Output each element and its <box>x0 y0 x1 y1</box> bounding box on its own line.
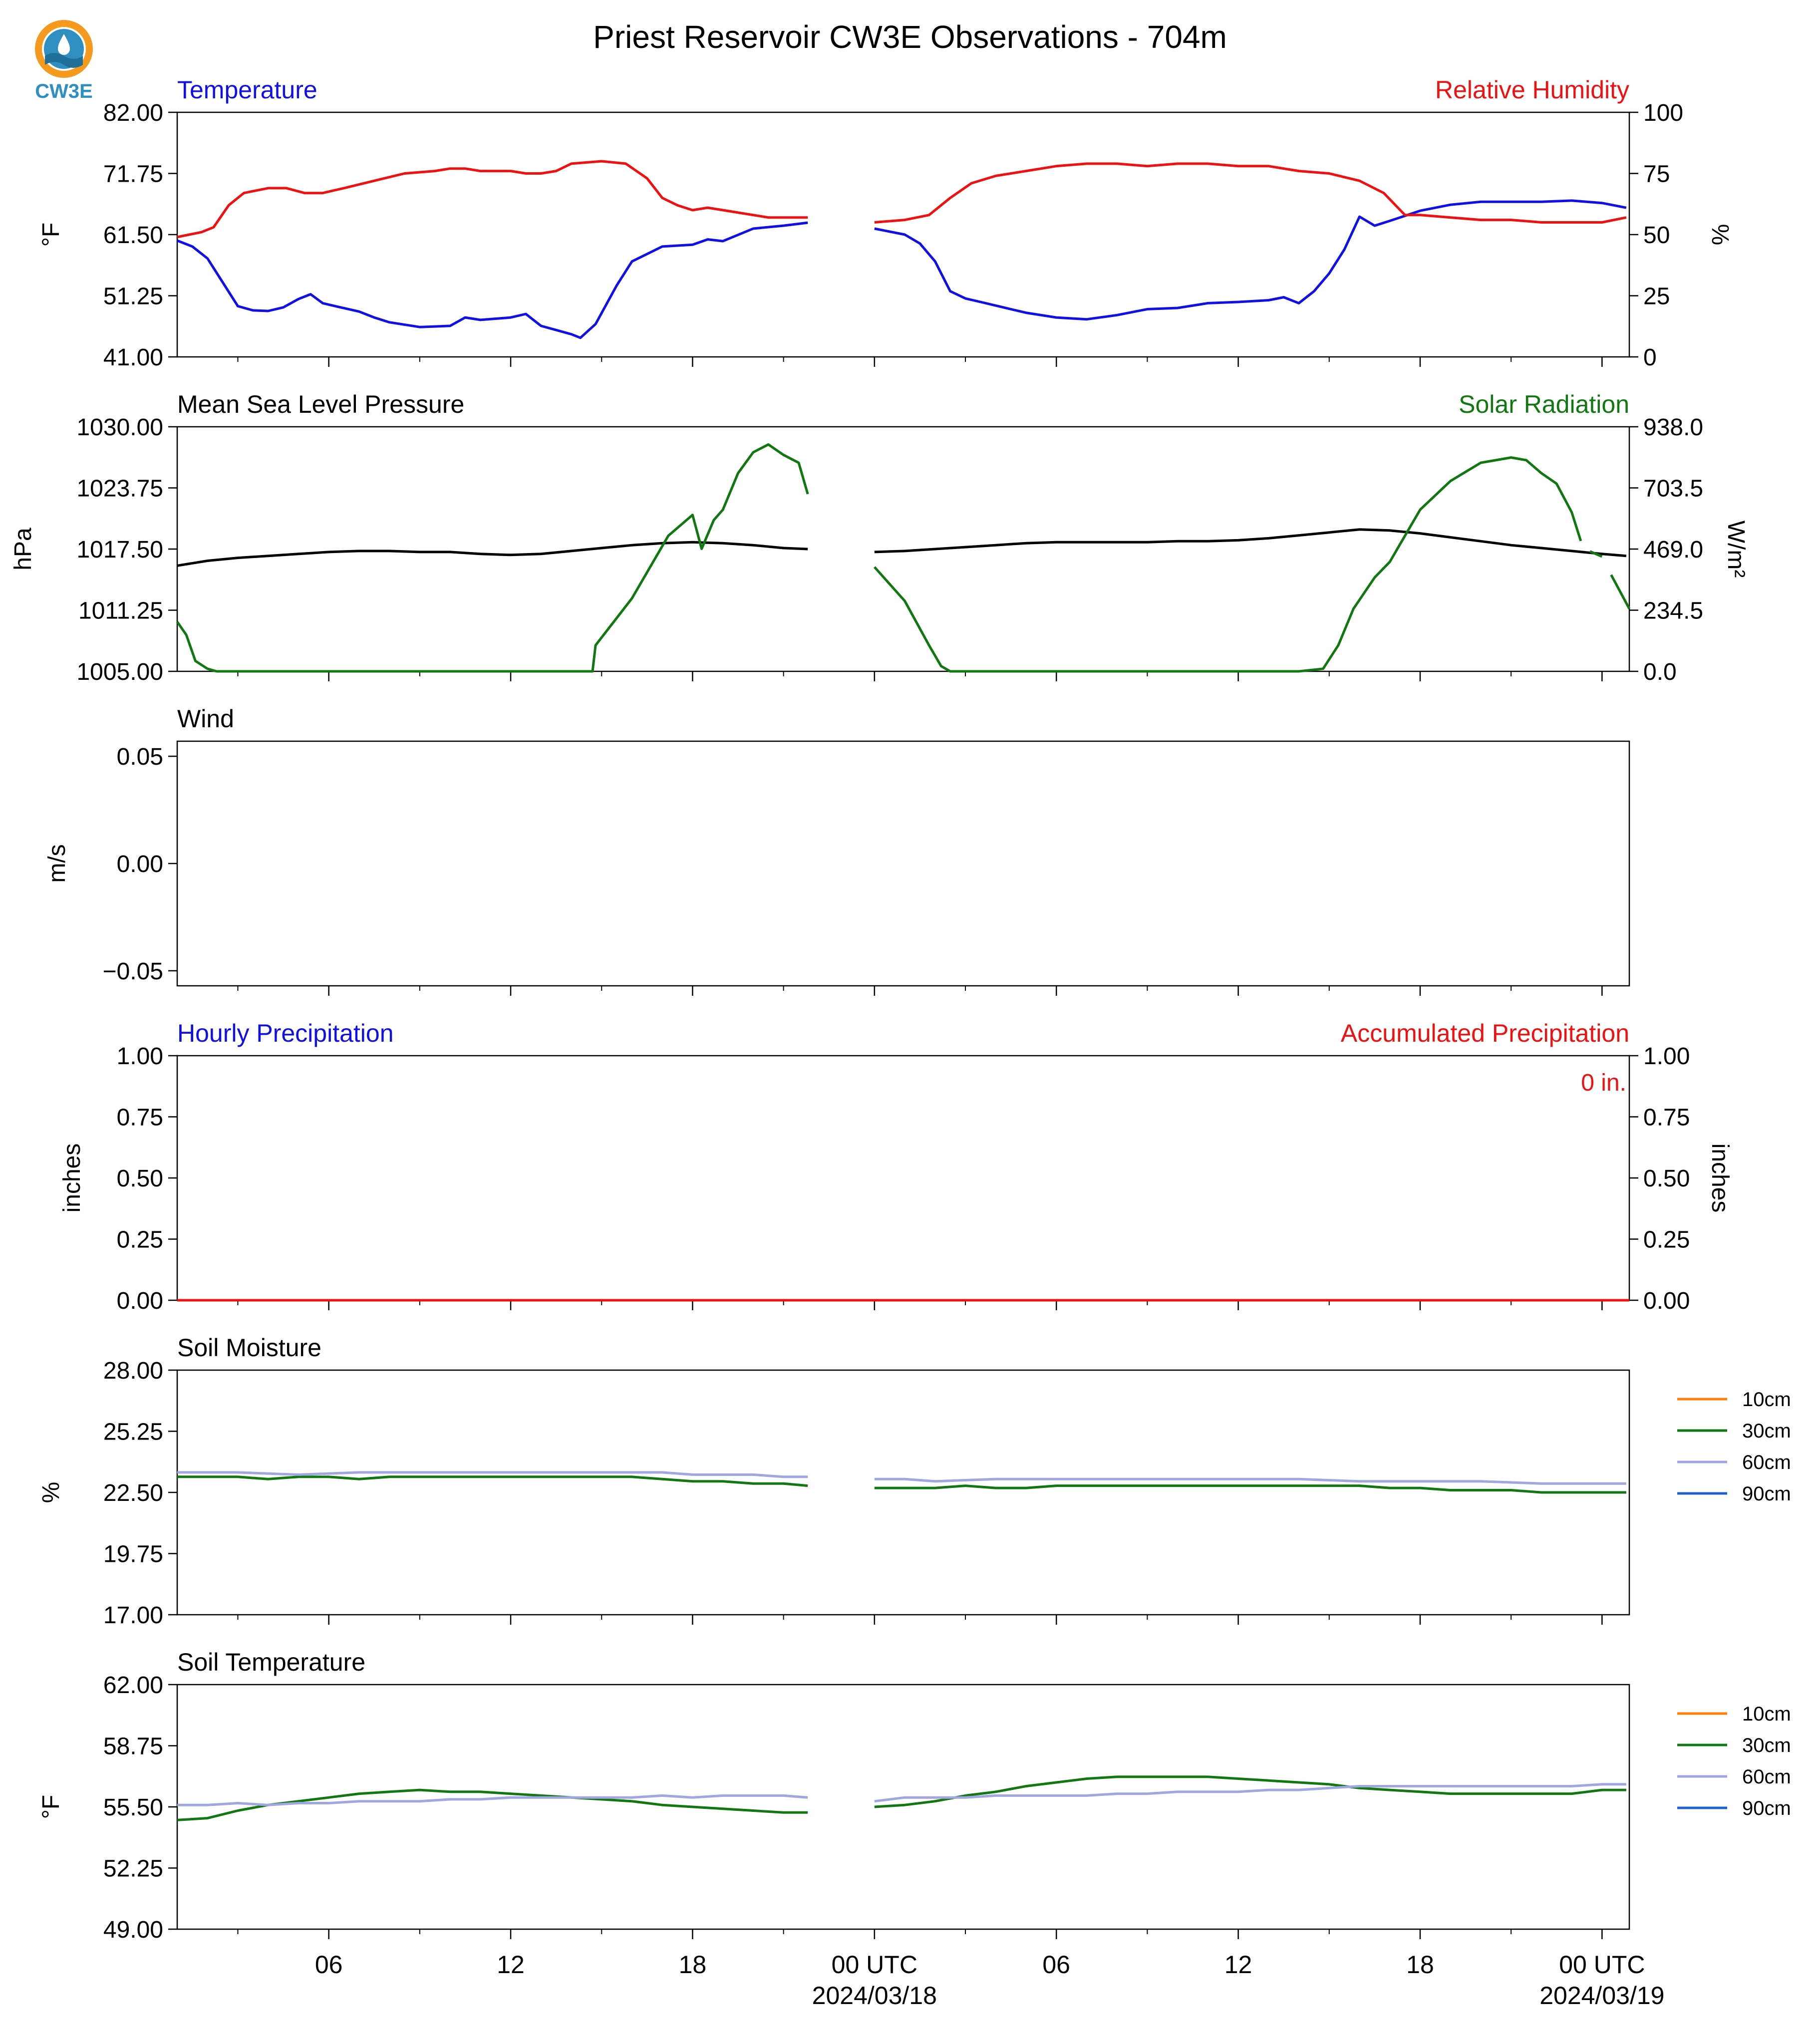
y-tick-label-right: 100 <box>1643 100 1684 126</box>
panel-precip <box>168 1056 1638 1310</box>
y-tick-label-left: 62.00 <box>103 1672 163 1699</box>
x-tick-label: 18 <box>1406 1951 1434 1979</box>
y-axis-label-left: hPa <box>10 528 36 571</box>
y-tick-label-left: 61.50 <box>103 222 163 249</box>
y-tick-label-left: 0.00 <box>116 851 163 877</box>
series-line-60cm <box>875 1479 1626 1483</box>
y-tick-label-right: 703.5 <box>1643 475 1704 502</box>
y-axis-label-left: °F <box>38 1794 64 1819</box>
series-line-30cm <box>875 1486 1626 1492</box>
accumulated-precip-annotation: 0 in. <box>1581 1070 1626 1096</box>
y-tick-label-left: 71.75 <box>103 161 163 188</box>
y-tick-label-left: 58.75 <box>103 1733 163 1760</box>
y-tick-label-right: 50 <box>1643 222 1670 249</box>
series-line-solar-radiation <box>177 445 808 672</box>
y-tick-label-right: 0.50 <box>1643 1165 1690 1192</box>
y-axis-label-right: inches <box>1707 1143 1733 1213</box>
panel-frame <box>177 741 1629 986</box>
y-tick-label-right: 234.5 <box>1643 597 1704 624</box>
panel-title-right: Relative Humidity <box>1435 76 1629 104</box>
series-line-relative-humidity <box>875 164 1626 223</box>
x-tick-label: 00 UTC <box>831 1951 917 1979</box>
y-tick-label-right: 25 <box>1643 283 1670 310</box>
y-tick-label-left: 1017.50 <box>76 537 163 563</box>
legend-label-10cm: 10cm <box>1742 1389 1791 1411</box>
y-tick-label-right: 75 <box>1643 161 1670 188</box>
y-axis-label-left: % <box>38 1481 64 1503</box>
x-tick-label: 06 <box>314 1951 343 1979</box>
panel-title-left: Soil Temperature <box>177 1648 366 1676</box>
panel-title-left: Temperature <box>177 76 317 104</box>
y-tick-label-left: 55.50 <box>103 1794 163 1821</box>
y-axis-label-left: m/s <box>44 844 70 883</box>
y-tick-label-left: 51.25 <box>103 283 163 310</box>
y-tick-label-right: 1.00 <box>1643 1043 1690 1070</box>
panel-title-left: Wind <box>177 705 234 733</box>
y-tick-label-left: 1023.75 <box>76 475 163 502</box>
series-line-temperature <box>177 223 808 338</box>
y-tick-label-left: 28.00 <box>103 1358 163 1384</box>
y-tick-label-left: 0.05 <box>116 744 163 771</box>
series-line-solar-radiation <box>1611 575 1629 609</box>
y-tick-label-left: 1.00 <box>116 1043 163 1070</box>
y-tick-label-left: 0.00 <box>116 1288 163 1314</box>
panel-soil_temp <box>168 1685 1727 1939</box>
panel-frame <box>177 427 1629 671</box>
panel-title-right: Accumulated Precipitation <box>1340 1019 1629 1047</box>
y-axis-label-left: °F <box>38 222 64 247</box>
x-tick-date-label: 2024/03/19 <box>1539 1982 1665 2010</box>
y-tick-label-left: 0.25 <box>116 1226 163 1253</box>
panel-temp_rh <box>168 112 1638 367</box>
legend-label-30cm: 30cm <box>1742 1420 1791 1442</box>
y-tick-label-left: 19.75 <box>103 1541 163 1568</box>
legend-label-90cm: 90cm <box>1742 1483 1791 1505</box>
series-line-relative-humidity <box>177 161 808 237</box>
y-tick-label-right: 469.0 <box>1643 537 1704 563</box>
y-axis-label-right: % <box>1707 224 1733 246</box>
series-line-temperature <box>875 201 1626 319</box>
logo-text: CW3E <box>35 80 93 102</box>
y-tick-label-right: 0.00 <box>1643 1288 1690 1314</box>
legend-label-30cm: 30cm <box>1742 1735 1791 1756</box>
x-tick-label: 06 <box>1042 1951 1071 1979</box>
panel-frame <box>177 1370 1629 1615</box>
panel-title-left: Soil Moisture <box>177 1334 321 1362</box>
y-tick-label-left: 52.25 <box>103 1855 163 1882</box>
y-axis-label-left: inches <box>59 1143 85 1213</box>
legend-label-10cm: 10cm <box>1742 1703 1791 1725</box>
series-line-mean-sea-level-pressure <box>177 542 808 566</box>
y-tick-label-left: 82.00 <box>103 100 163 126</box>
series-line-30cm <box>177 1477 808 1486</box>
y-tick-label-right: 0.75 <box>1643 1104 1690 1131</box>
y-tick-label-left: 0.75 <box>116 1104 163 1131</box>
y-tick-label-left: 17.00 <box>103 1602 163 1629</box>
y-tick-label-right: 0.25 <box>1643 1226 1690 1253</box>
y-tick-label-left: 25.25 <box>103 1419 163 1446</box>
x-tick-label: 12 <box>497 1951 525 1979</box>
legend-label-60cm: 60cm <box>1742 1451 1791 1473</box>
y-tick-label-left: 0.50 <box>116 1165 163 1192</box>
panel-title-left: Mean Sea Level Pressure <box>177 390 465 418</box>
y-tick-label-left: 41.00 <box>103 344 163 371</box>
y-tick-label-left: −0.05 <box>102 958 163 985</box>
y-tick-label-right: 0 <box>1643 344 1657 371</box>
y-tick-label-left: 1005.00 <box>76 659 163 685</box>
legend-label-90cm: 90cm <box>1742 1797 1791 1819</box>
x-tick-label: 12 <box>1224 1951 1252 1979</box>
panel-pressure_solar <box>168 427 1638 681</box>
panel-title-right: Solar Radiation <box>1459 390 1629 418</box>
series-line-solar-radiation <box>875 458 1581 671</box>
x-tick-label: 18 <box>678 1951 707 1979</box>
x-tick-label: 00 UTC <box>1559 1951 1645 1979</box>
legend-label-60cm: 60cm <box>1742 1766 1791 1788</box>
panel-wind <box>168 741 1629 996</box>
panel-frame <box>177 1056 1629 1300</box>
x-tick-date-label: 2024/03/18 <box>812 1982 937 2010</box>
series-line-mean-sea-level-pressure <box>875 530 1626 556</box>
y-tick-label-left: 22.50 <box>103 1480 163 1506</box>
series-line-60cm <box>177 1795 808 1805</box>
y-tick-label-left: 49.00 <box>103 1917 163 1943</box>
y-tick-label-right: 0.0 <box>1643 659 1677 685</box>
y-axis-label-right: W/m² <box>1723 520 1749 578</box>
y-tick-label-left: 1011.25 <box>78 597 163 624</box>
figure-title: Priest Reservoir CW3E Observations - 704m <box>593 19 1227 55</box>
panel-soil_moisture <box>168 1370 1727 1625</box>
panel-frame <box>177 1685 1629 1929</box>
panel-title-left: Hourly Precipitation <box>177 1019 394 1047</box>
y-tick-label-right: 938.0 <box>1643 414 1704 441</box>
y-tick-label-left: 1030.00 <box>76 414 163 441</box>
